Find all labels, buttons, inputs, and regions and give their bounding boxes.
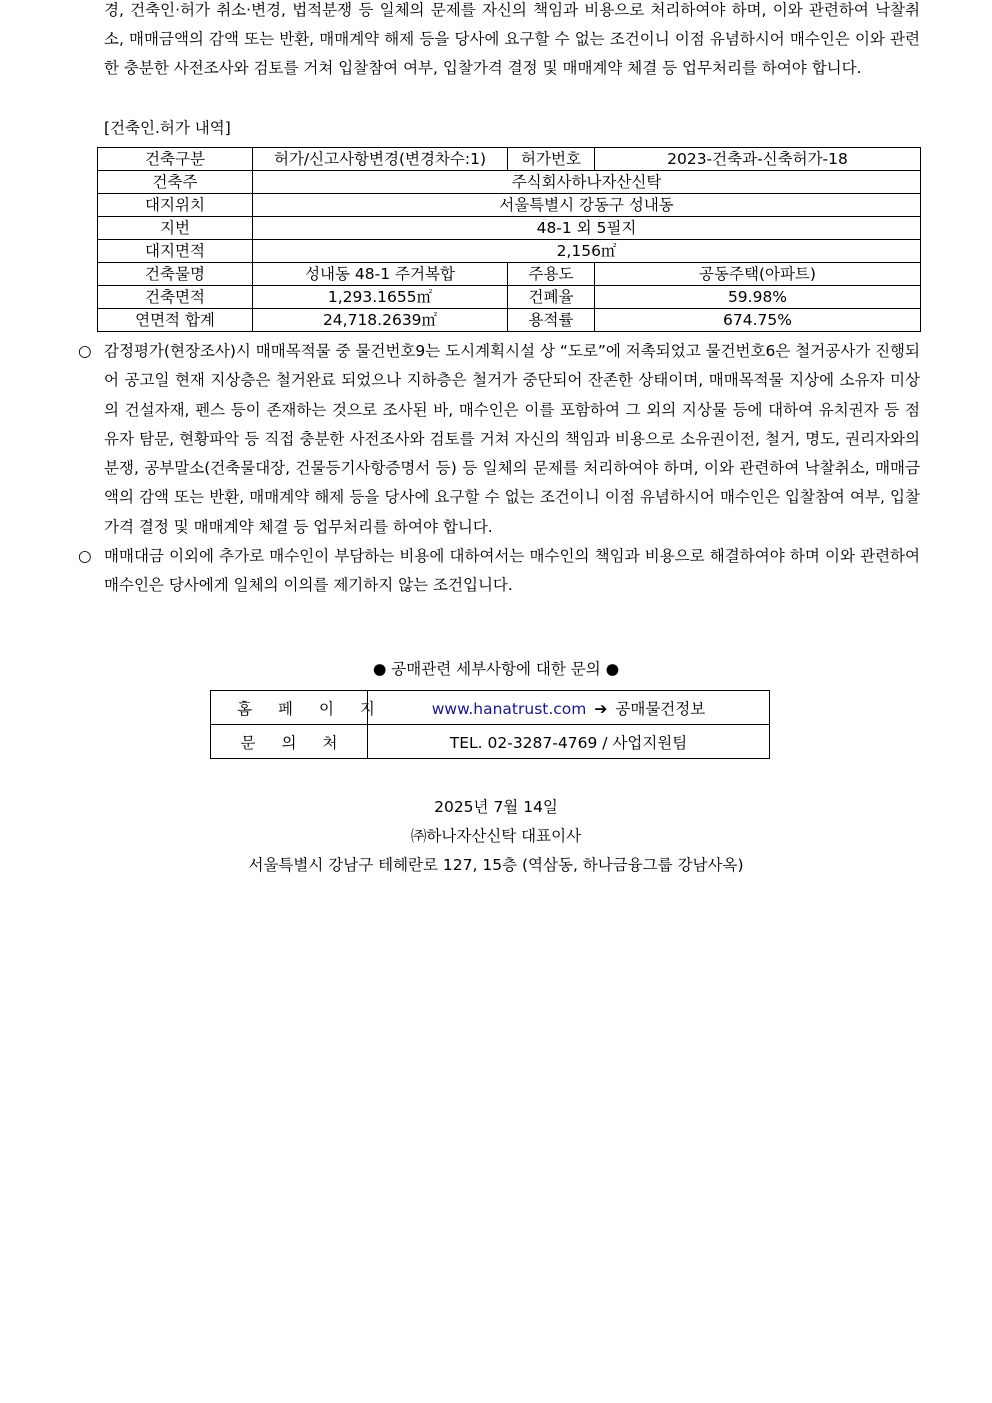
homepage-cell [368, 691, 770, 725]
table-row [211, 691, 770, 725]
bullet-text: 감정평가(현장조사)시 매매목적물 중 물건번호9는 도시계획시설 상 “도로”에 저촉되었고 물건번호6은 철거공사가 진행되어 공고일 현재 지상층은 철거완료 되었으나 지하층은 철거가 중단되어 잔존한 상태이며, 매매목적물 지상에 소유자 미상의 건설자재, 펜스 등이 존재하는 것으로 조사된 바, 매수인은 이를 포함하여 그 외의 지상물 등에 대하여 유치권자 등 점유자 탐문, 현황파악 등 직접 충분한 사전조사와 검토를 거쳐 자신의 책임과 비용으로 소유권이전, 철거, 명도, 권리자와의 분쟁, 공부말소(건축물대장, 건물등기사항증명서 등) 등 일체의 문제를 처리하여야 하며, 이와 관련하여 낙찰취소, 매매금액의 감액 또는 반환, 매매계약 해제 등을 당사에 요구할 수 없는 조건이니 이점 유념하시어 매수인은 입찰참여 여부, 입찰가격 결정 및 매매계약 체결 등 업무처리를 하여야 합니다. [104, 342, 920, 536]
permit-label: 건축물명 [98, 263, 253, 286]
circle-bullet-icon: ○ [78, 547, 92, 566]
list-item [78, 337, 920, 542]
inquiry-title: ● 공매관련 세부사항에 대한 문의 ● [372, 660, 620, 678]
permit-value: 성내동 48-1 주거복합 [253, 263, 508, 286]
table-row [98, 309, 921, 332]
permit-value: 2023-건축과-신축허가-18 [595, 148, 921, 171]
table-row [98, 194, 921, 217]
table-row [98, 217, 921, 240]
permit-label: 건축구분 [98, 148, 253, 171]
circle-bullet-icon: ○ [78, 342, 92, 360]
permit-value: 24,718.2639㎡ [253, 309, 508, 332]
permit-label: 대지위치 [98, 194, 253, 217]
permit-value: 공동주택(아파트) [595, 263, 921, 286]
permit-label: 지번 [98, 217, 253, 240]
permit-value: 허가/신고사항변경(변경차수:1) [253, 148, 508, 171]
permit-value: 674.75% [595, 309, 921, 332]
table-row [98, 286, 921, 309]
contact-value: TEL. 02-3287-4769 / 사업지원팀 [368, 725, 770, 759]
table-row [211, 725, 770, 759]
homepage-destination: 공매물건정보 [615, 699, 706, 718]
permit-label: 건폐율 [508, 286, 595, 309]
table-row [98, 263, 921, 286]
permit-label: 허가번호 [508, 148, 595, 171]
permit-table [97, 147, 921, 332]
company-address: 서울특별시 강남구 테헤란로 127, 15층 (역삼동, 하나금융그룹 강남사옥) [248, 856, 744, 874]
notice-date: 2025년 7월 14일 [434, 798, 558, 816]
permit-label: 주용도 [508, 263, 595, 286]
list-item [78, 542, 920, 601]
footer [0, 793, 992, 880]
permit-value: 서울특별시 강동구 성내동 [253, 194, 921, 217]
homepage-label: 홈페이지 [211, 691, 368, 725]
permit-value: 1,293.1655㎡ [253, 286, 508, 309]
notice-continuation: 경, 건축인·허가 취소·변경, 법적분쟁 등 일체의 문제를 자신의 책임과 비용으로 처리하여야 하며, 이와 관련하여 낙찰취소, 매매금액의 감액 또는 반환, 매매계약 해제 등을 당사에 요구할 수 없는 조건이니 이점 유념하시어 매수인은 이와 관련한 충분한 사전조사와 검토를 거쳐 입찰참여 여부, 입찰가격 결정 및 매매계약 체결 등 업무처리를 하여야 합니다. [104, 1, 920, 77]
permit-label: 용적률 [508, 309, 595, 332]
permit-label: 건축주 [98, 171, 253, 194]
permit-label: 연면적 합계 [98, 309, 253, 332]
homepage-link[interactable]: www.hanatrust.com [431, 699, 587, 718]
table-row [98, 240, 921, 263]
permit-value: 59.98% [595, 286, 921, 309]
table-row [98, 171, 921, 194]
permit-value: 48-1 외 5필지 [253, 217, 921, 240]
contact-label: 문의처 [211, 725, 368, 759]
contact-table [210, 690, 770, 759]
bullet-text: 매매대금 이외에 추가로 매수인이 부담하는 비용에 대하여서는 매수인의 책임과 비용으로 해결하여야 하며 이와 관련하여 매수인은 당사에게 일체의 이의를 제기하지 않는 조건입니다. [104, 547, 920, 595]
permit-value: 주식회사하나자산신탁 [253, 171, 921, 194]
permit-section-label: [건축인.허가 내역] [104, 119, 231, 137]
permit-label: 대지면적 [98, 240, 253, 263]
permit-label: 건축면적 [98, 286, 253, 309]
table-row [98, 148, 921, 171]
notice-bullets [78, 337, 920, 601]
permit-value: 2,156㎡ [253, 240, 921, 263]
company-signature: ㈜하나자산신탁 대표이사 [410, 827, 582, 845]
arrow-right-icon: ➔ [594, 699, 608, 718]
